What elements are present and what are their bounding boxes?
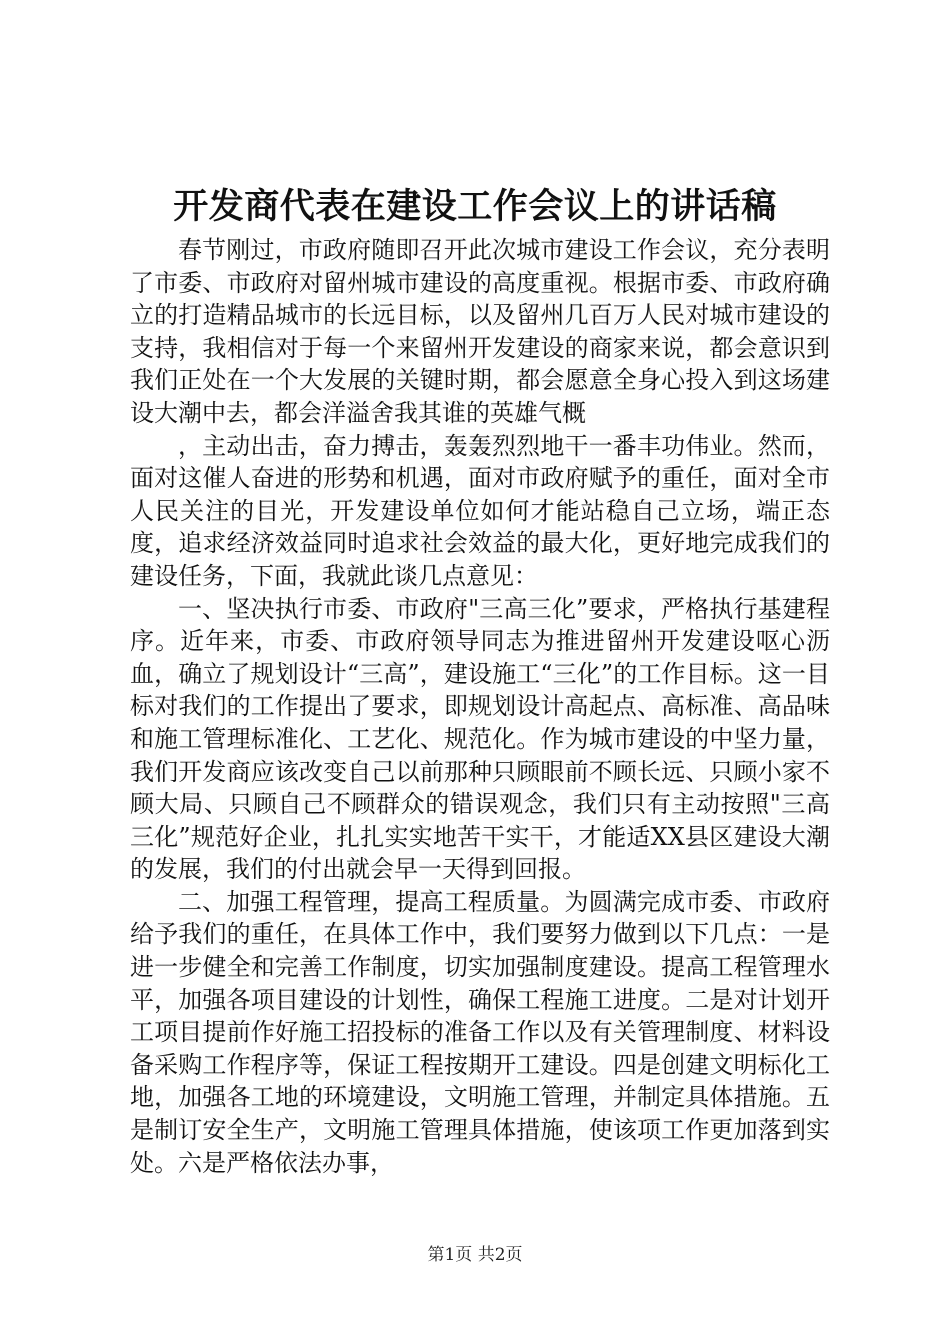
paragraph-4: 二、加强工程管理，提高工程质量。为圆满完成市委、市政府给予我们的重任，在具体工作中，我们要努力做到以下几点：一是进一步健全和完善工作制度，切实加强制度建设。提高工程管理水平，加强各项目建设的计划性，确保工程施工进度。二是对计划开工项目提前作好施工招投标的准备工作以及有关管理制度、材料设备采购工作程序等，保证工程按期开工建设。四是创建文明标化工地，加强各工地的环境建设，文明施工管理，并制定具体措施。五是制订安全生产，文明施工管理具体措施，使该项工作更加落到实处。六是严格依法办事， — [130, 887, 830, 1177]
paragraph-1: 春节刚过，市政府随即召开此次城市建设工作会议，充分表明了市委、市政府对留州城市建设的高度重视。根据市委、市政府确立的打造精品城市的长远目标，以及留州几百万人民对城市建设的支持，我相信对于每一个来留州开发建设的商家来说，都会意识到我们正处在一个大发展的关键时期，都会愿意全身心投入到这场建设大潮中去，都会洋溢舍我其谁的英雄气概 — [130, 236, 830, 427]
page-number-footer: 第1页 共2页 — [427, 1245, 523, 1265]
document-title: 开发商代表在建设工作会议上的讲话稿 — [173, 186, 777, 227]
paragraph-2: ，主动出击，奋力搏击，轰轰烈烈地干一番丰功伟业。然而，面对这催人奋进的形势和机遇，面对市政府赋予的重任，面对全市人民关注的目光，开发建设单位如何才能站稳自己立场，端正态度，追求经济效益同时追求社会效益的最大化，更好地完成我们的建设任务，下面，我就此谈几点意见： — [130, 431, 830, 590]
paragraph-3: 一、坚决执行市委、市政府"三高三化”要求，严格执行基建程序。近年来，市委、市政府领导同志为推进留州开发建设呕心沥血，确立了规划设计“三高”，建设施工“三化”的工作目标。这一目标对我们的工作提出了要求，即规划设计高起点、高标准、高品味和施工管理标准化、工艺化、规范化。作为城市建设的中坚力量，我们开发商应该改变自己以前那种只顾眼前不顾长远、只顾小家不顾大局、只顾自己不顾群众的错误观念，我们只有主动按照"三高三化”规范好企业，扎扎实实地苦干实干，才能适XX县区建设大潮的发展，我们的付出就会早一天得到回报。 — [130, 594, 830, 884]
document-body — [130, 234, 830, 1179]
